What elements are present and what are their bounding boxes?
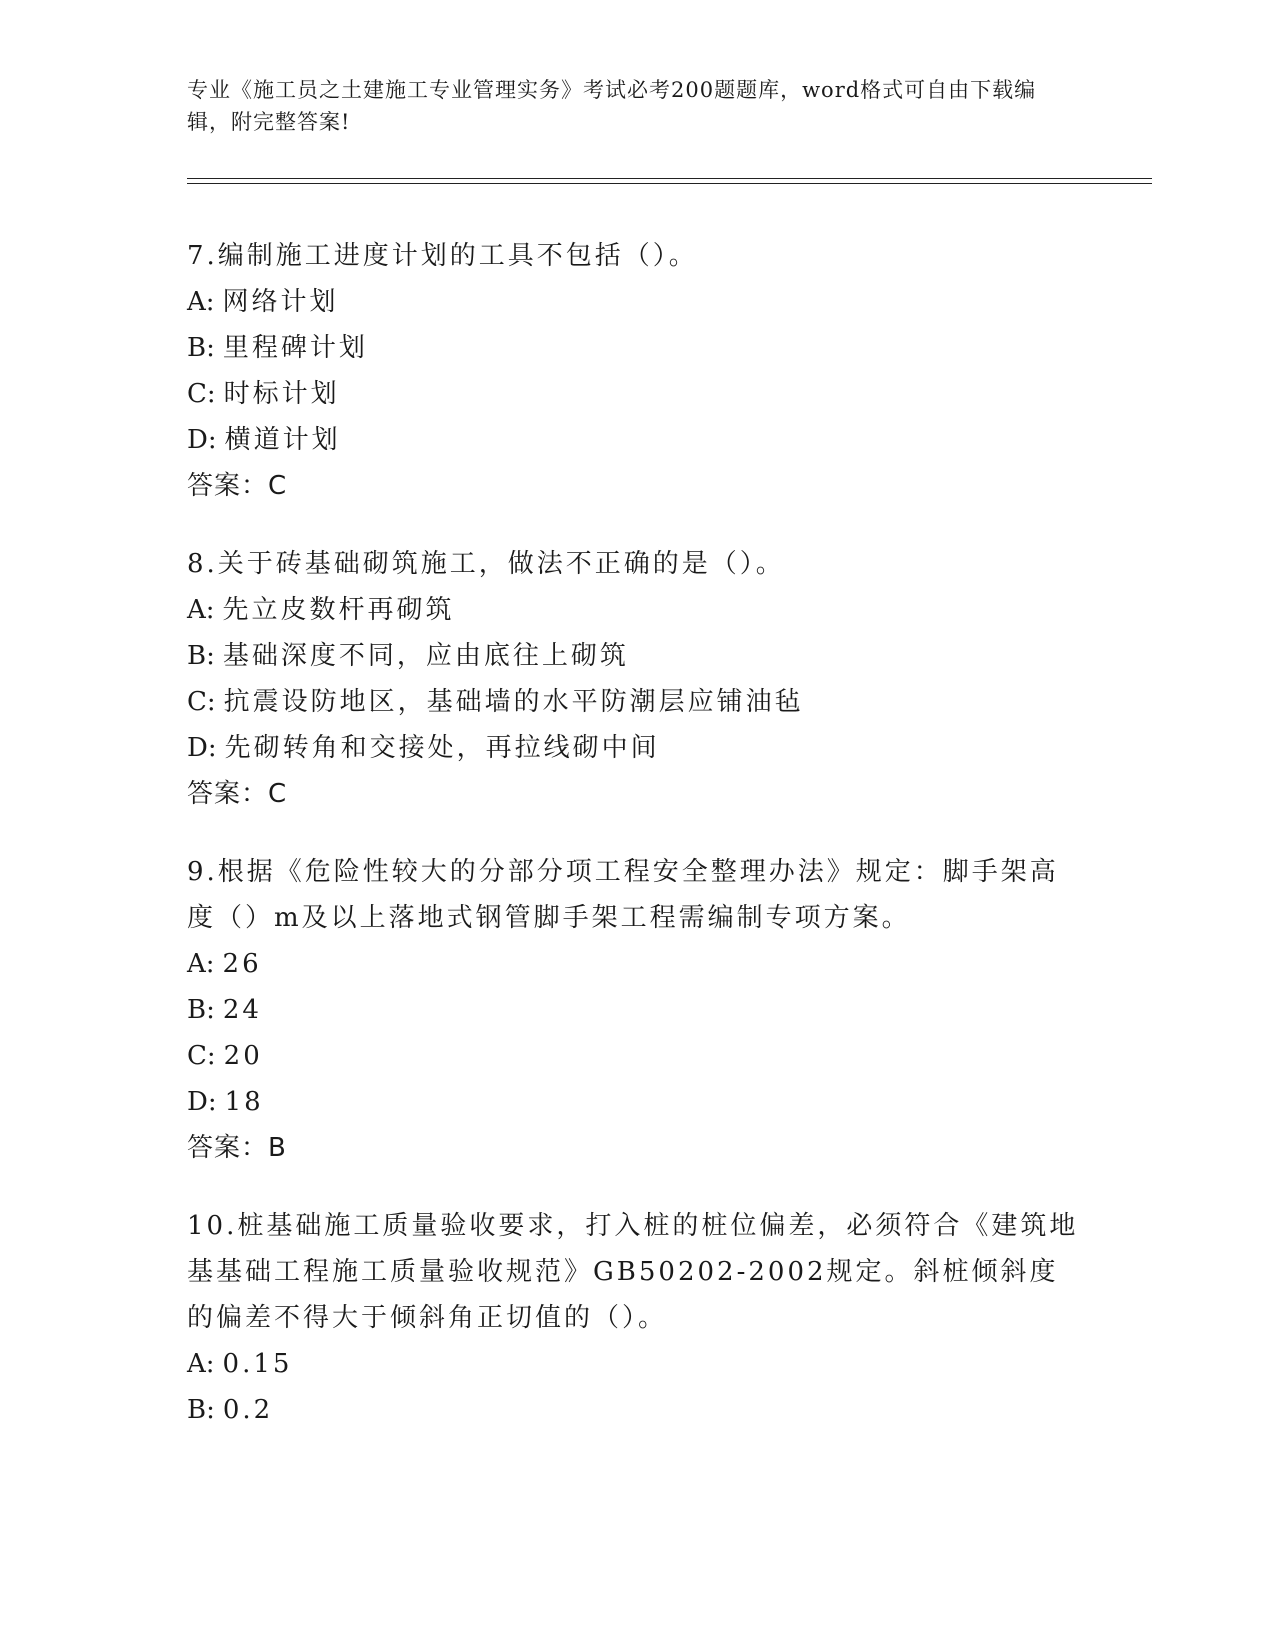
option-b bbox=[187, 987, 1087, 1033]
option-letter: B: bbox=[187, 333, 215, 363]
question-7 bbox=[187, 233, 1087, 509]
option-d bbox=[187, 1079, 1087, 1125]
option-c bbox=[187, 371, 1087, 417]
question-stem: 9.根据《危险性较大的分部分项工程安全整理办法》规定：脚手架高度（）m及以上落地式钢管脚手架工程需编制专项方案。 bbox=[187, 857, 1059, 933]
option-text: 26 bbox=[222, 949, 262, 979]
header-divider-top bbox=[187, 178, 1152, 179]
option-letter: D: bbox=[187, 1087, 217, 1117]
option-letter: A: bbox=[187, 949, 215, 979]
option-letter: B: bbox=[187, 995, 215, 1025]
option-a bbox=[187, 1341, 1087, 1387]
option-letter: C: bbox=[187, 379, 216, 409]
option-letter: D: bbox=[187, 733, 217, 763]
question-stem: 7.编制施工进度计划的工具不包括（）。 bbox=[187, 241, 698, 271]
answer-line: 答案：C bbox=[187, 471, 288, 501]
answer-line: 答案：B bbox=[187, 1133, 287, 1163]
option-text: 里程碑计划 bbox=[222, 333, 368, 363]
option-text: 24 bbox=[222, 995, 262, 1025]
option-a bbox=[187, 587, 1087, 633]
question-9 bbox=[187, 849, 1087, 1171]
option-text: 横道计划 bbox=[224, 425, 341, 455]
header-divider-bottom bbox=[187, 183, 1152, 184]
option-text: 0.2 bbox=[222, 1395, 274, 1425]
option-text: 先立皮数杆再砌筑 bbox=[222, 595, 455, 625]
option-d bbox=[187, 725, 1087, 771]
option-letter: B: bbox=[187, 1395, 215, 1425]
option-a bbox=[187, 941, 1087, 987]
option-text: 20 bbox=[223, 1041, 263, 1071]
option-letter: C: bbox=[187, 687, 216, 717]
option-c bbox=[187, 1033, 1087, 1079]
option-b bbox=[187, 325, 1087, 371]
option-text: 基础深度不同，应由底往上砌筑 bbox=[222, 641, 629, 671]
question-stem: 10.桩基础施工质量验收要求，打入桩的桩位偏差，必须符合《建筑地基基础工程施工质量验收规范》GB50202-2002规定。斜桩倾斜度的偏差不得大于倾斜角正切值的（）。 bbox=[187, 1211, 1079, 1333]
option-text: 先砌转角和交接处，再拉线砌中间 bbox=[224, 733, 660, 763]
answer-line: 答案：C bbox=[187, 779, 288, 809]
option-text: 抗震设防地区，基础墙的水平防潮层应铺油毡 bbox=[223, 687, 804, 717]
option-text: 时标计划 bbox=[223, 379, 340, 409]
document-header: 专业《施工员之土建施工专业管理实务》考试必考200题题库，word格式可自由下载编辑，附完整答案! bbox=[187, 78, 1037, 134]
option-letter: C: bbox=[187, 1041, 216, 1071]
option-letter: D: bbox=[187, 425, 217, 455]
option-a bbox=[187, 279, 1087, 325]
option-text: 18 bbox=[224, 1087, 264, 1117]
option-letter: A: bbox=[187, 595, 215, 625]
option-letter: A: bbox=[187, 287, 215, 317]
option-letter: A: bbox=[187, 1349, 215, 1379]
option-text: 网络计划 bbox=[222, 287, 339, 317]
question-10 bbox=[187, 1203, 1087, 1433]
option-text: 0.15 bbox=[222, 1349, 293, 1379]
question-stem: 8.关于砖基础砌筑施工，做法不正确的是（）。 bbox=[187, 549, 785, 579]
question-list bbox=[187, 233, 1087, 1465]
option-c bbox=[187, 679, 1087, 725]
option-b bbox=[187, 1387, 1087, 1433]
question-8 bbox=[187, 541, 1087, 817]
option-letter: B: bbox=[187, 641, 215, 671]
option-d bbox=[187, 417, 1087, 463]
option-b bbox=[187, 633, 1087, 679]
